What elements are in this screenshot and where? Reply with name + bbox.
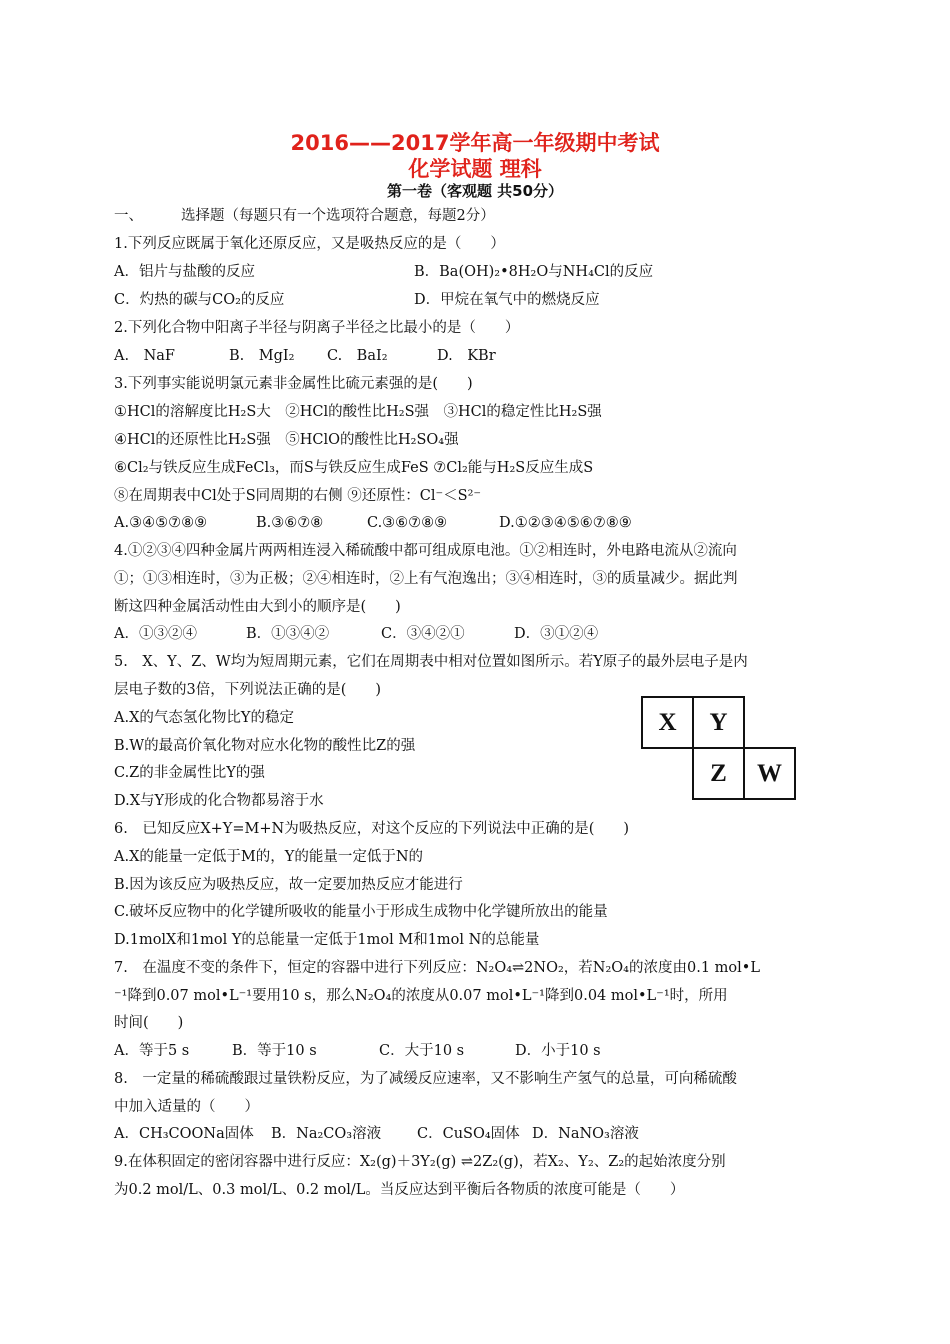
q8-option-d: D．NaNO₃溶液: [532, 1126, 639, 1142]
exam-subtitle: 化学试题 理科: [408, 157, 542, 181]
element-cell-w: W: [743, 747, 796, 800]
question-4-line-2: ①；①③相连时，③为正极；②④相连时，②上有气泡逸出；③④相连时，③的质量减少。据此判: [114, 571, 738, 587]
q2-option-b: B. MgI₂: [229, 348, 295, 364]
q3-option-c: C.③⑥⑦⑧⑨: [367, 515, 448, 531]
q8-option-b: B．Na₂CO₃溶液: [271, 1126, 382, 1142]
q5-option-b: B.W的最高价氧化物对应水化物的酸性比Z的强: [114, 738, 416, 754]
q2-option-c: C. BaI₂: [327, 348, 388, 364]
q1-option-b: B．Ba(OH)₂•8H₂O与NH₄Cl的反应: [414, 264, 654, 280]
question-5-line-1: 5. X、Y、Z、W均为短周期元素，它们在周期表中相对位置如图所示。若Y原子的最外层电子是内: [114, 654, 748, 670]
q6-option-b: B.因为该反应为吸热反应，故一定要加热反应才能进行: [114, 877, 463, 893]
question-6-stem: 6. 已知反应X+Y=M+N为吸热反应，对这个反应的下列说法中正确的是( ): [114, 821, 630, 837]
question-4-line-3: 断这四种金属活动性由大到小的顺序是( ): [114, 599, 401, 615]
q3-statement-line-2: ④HCl的还原性比H₂S强 ⑤HClO的酸性比H₂SO₄强: [114, 432, 459, 448]
q7-option-b: B．等于10 s: [232, 1043, 317, 1059]
element-cell-y: Y: [692, 696, 745, 749]
q3-statement-line-3: ⑥Cl₂与铁反应生成FeCl₃，而S与铁反应生成FeS ⑦Cl₂能与H₂S反应生成S: [114, 460, 594, 476]
q1-option-d: D．甲烷在氧气中的燃烧反应: [414, 292, 600, 308]
q3-option-b: B.③⑥⑦⑧: [256, 515, 324, 531]
q5-option-a: A.X的气态氢化物比Y的稳定: [114, 710, 294, 726]
q3-option-a: A.③④⑤⑦⑧⑨: [114, 515, 208, 531]
q2-option-d: D. KBr: [437, 348, 496, 364]
q5-option-c: C.Z的非金属性比Y的强: [114, 765, 265, 781]
q6-option-d: D.1molX和1mol Y的总能量一定低于1mol M和1mol N的总能量: [114, 932, 540, 948]
q6-option-c: C.破坏反应物中的化学键所吸收的能量小于形成生成物中化学键所放出的能量: [114, 904, 608, 920]
q4-option-b: B．①③④②: [246, 626, 330, 642]
q8-option-a: A．CH₃COONa固体: [114, 1126, 254, 1142]
section-heading: 第一卷（客观题 共50分）: [386, 182, 564, 200]
question-8-line-2: 中加入适量的（ ）: [114, 1099, 259, 1115]
question-3-stem: 3.下列事实能说明氯元素非金属性比硫元素强的是( ): [114, 376, 473, 392]
section-instructions: 选择题（每题只有一个选项符合题意，每题2分）: [181, 208, 495, 224]
question-2-stem: 2.下列化合物中阳离子半径与阴离子半径之比最小的是（ ）: [114, 320, 520, 336]
question-4-line-1: 4.①②③④四种金属片两两相连浸入稀硫酸中都可组成原电池。①②相连时，外电路电流从②流向: [114, 543, 737, 559]
q6-option-a: A.X的能量一定低于M的，Y的能量一定低于N的: [114, 849, 424, 865]
q4-option-c: C．③④②①: [381, 626, 465, 642]
q7-option-d: D．小于10 s: [515, 1043, 601, 1059]
section-number: 一、: [114, 208, 143, 224]
q5-option-d: D.X与Y形成的化合物都易溶于水: [114, 793, 324, 809]
periodic-table-fragment: [641, 696, 795, 798]
question-9-line-2: 为0.2 mol/L、0.3 mol/L、0.2 mol/L。当反应达到平衡后各物质的浓度可能是（ ）: [114, 1182, 685, 1198]
question-1-stem: 1.下列反应既属于氧化还原反应，又是吸热反应的是（ ）: [114, 236, 505, 252]
q7-option-a: A．等于5 s: [114, 1043, 190, 1059]
q4-option-a: A．①③②④: [114, 626, 197, 642]
question-7-line-2: ⁻¹降到0.07 mol•L⁻¹要用10 s，那么N₂O₄的浓度从0.07 mol•L⁻¹降到0.04 mol•L⁻¹时，所用: [114, 988, 728, 1004]
question-7-line-3: 时间( ): [114, 1015, 184, 1031]
question-5-line-2: 层电子数的3倍，下列说法正确的是( ): [114, 682, 382, 698]
question-9-line-1: 9.在体积固定的密闭容器中进行反应：X₂(g)＋3Y₂(g) ⇌2Z₂(g)，若X₂、Y₂、Z₂的起始浓度分别: [114, 1154, 726, 1170]
q1-option-a: A．铝片与盐酸的反应: [114, 264, 255, 280]
q2-option-a: A. NaF: [114, 348, 175, 364]
exam-title: 2016——2017学年高一年级期中考试: [290, 131, 660, 155]
q3-statement-line-1: ①HCl的溶解度比H₂S大 ②HCl的酸性比H₂S强 ③HCl的稳定性比H₂S强: [114, 404, 602, 420]
element-cell-z: Z: [692, 747, 745, 800]
q7-option-c: C．大于10 s: [379, 1043, 465, 1059]
element-cell-x: X: [641, 696, 694, 749]
q1-option-c: C．灼热的碳与CO₂的反应: [114, 292, 285, 308]
q4-option-d: D．③①②④: [514, 626, 599, 642]
question-7-line-1: 7. 在温度不变的条件下，恒定的容器中进行下列反应：N₂O₄⇌2NO₂，若N₂O₄的浓度由0.1 mol•L: [114, 960, 760, 976]
q3-option-d: D.①②③④⑤⑥⑦⑧⑨: [499, 515, 632, 531]
question-8-line-1: 8. 一定量的稀硫酸跟过量铁粉反应，为了减缓反应速率，又不影响生产氢气的总量，可向稀硫酸: [114, 1071, 737, 1087]
q8-option-c: C．CuSO₄固体: [417, 1126, 520, 1142]
q3-statement-line-4: ⑧在周期表中Cl处于S同周期的右侧 ⑨还原性：Cl⁻＜S²⁻: [114, 488, 482, 504]
